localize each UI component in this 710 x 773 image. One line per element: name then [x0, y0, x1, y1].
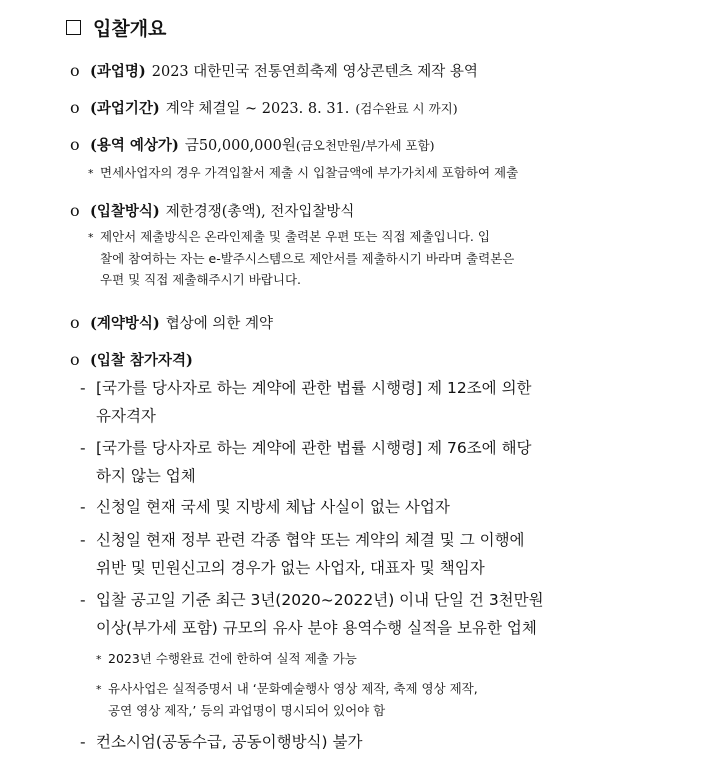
item-small-text: (금오천만원/부가세 포함)	[295, 138, 435, 153]
checkbox-square-icon	[66, 20, 81, 35]
qualification-line: 이상(부가세 포함) 규모의 유사 분야 용역수행 실적을 보유한 업체	[96, 619, 537, 637]
qualification-note	[96, 678, 478, 721]
bullet: o	[70, 350, 80, 369]
qualification-line: 입찰 공고일 기준 최근 3년(2020~2022년) 이내 단일 건 3천만원	[96, 591, 544, 609]
item-text: 2023 대한민국 전통연희축제 영상콘텐츠 제작 용역	[151, 64, 478, 80]
asterisk: *	[88, 167, 94, 180]
bullet: o	[70, 98, 80, 117]
item-label: (입찰 참가자격)	[90, 352, 193, 369]
qualification-line: 하지 않는 업체	[96, 467, 196, 485]
item-label: (계약방식)	[90, 315, 160, 332]
item-text: 계약 체결일 ~ 2023. 8. 31.	[165, 101, 350, 117]
item-small-text: (검수완료 시 까지)	[355, 101, 458, 116]
item-label: (용역 예상가)	[90, 137, 179, 154]
dash: -	[80, 733, 86, 751]
qualification-line: 유자격자	[96, 407, 156, 425]
qualification-item	[80, 434, 532, 490]
qualification-line: [국가를 당사자로 하는 계약에 관한 법률 시행령] 제 12조에 의한	[96, 379, 532, 397]
qualification-line: 신청일 현재 국세 및 지방세 체납 사실이 없는 사업자	[96, 498, 450, 516]
dash: -	[80, 591, 86, 609]
item-bid-method	[70, 200, 354, 221]
asterisk: *	[88, 231, 94, 244]
qualification-item	[80, 728, 362, 756]
item-label: (과업기간)	[90, 100, 160, 117]
method-note	[88, 226, 514, 290]
dash: -	[80, 379, 86, 397]
bullet: o	[70, 201, 80, 220]
qualification-item	[80, 526, 525, 582]
qualification-line: [국가를 당사자로 하는 계약에 관한 법률 시행령] 제 76조에 해당	[96, 439, 532, 457]
asterisk: *	[96, 683, 102, 696]
item-expected-price	[70, 134, 435, 155]
method-note-line: 제안서 제출방식은 온라인제출 및 출력본 우편 또는 직접 제출입니다. 입	[100, 229, 490, 244]
qualification-item	[80, 374, 532, 430]
qualification-note-line: 유사사업은 실적증명서 내 ‘문화예술행사 영상 제작, 축제 영상 제작,	[108, 681, 478, 696]
item-text: 협상에 의한 계약	[165, 316, 274, 332]
section-title: 입찰개요	[93, 18, 167, 40]
dash: -	[80, 498, 86, 516]
item-label: (과업명)	[90, 63, 146, 80]
method-note-line: 우편 및 직접 제출해주시기 바랍니다.	[100, 272, 301, 287]
qualification-item	[80, 586, 544, 642]
item-text: 제한경쟁(총액), 전자입찰방식	[165, 204, 355, 220]
method-note-line: 찰에 참여하는 자는 e-발주시스템으로 제안서를 제출하시기 바라며 출력본은	[100, 251, 515, 266]
asterisk: *	[96, 653, 102, 666]
price-note	[88, 162, 518, 184]
qualification-note	[96, 648, 357, 670]
item-text: 금50,000,000원	[184, 138, 296, 154]
qualification-note-line: 공연 영상 제작,’ 등의 과업명이 명시되어 있어야 함	[108, 703, 386, 718]
qualification-line: 신청일 현재 정부 관련 각종 협약 또는 계약의 체결 및 그 이행에	[96, 531, 525, 549]
bullet: o	[70, 313, 80, 332]
item-project-period	[70, 97, 458, 118]
item-qualifications	[70, 349, 199, 370]
item-project-name	[70, 60, 478, 81]
qualification-item	[80, 493, 450, 521]
item-contract-method	[70, 312, 273, 333]
item-label: (입찰방식)	[90, 203, 160, 220]
section-heading	[66, 14, 166, 41]
qualification-line: 컨소시엄(공동수급, 공동이행방식) 불가	[96, 733, 363, 751]
dash: -	[80, 531, 86, 549]
price-note-text: 면세사업자의 경우 가격입찰서 제출 시 입찰금액에 부가가치세 포함하여 제출	[100, 165, 519, 180]
qualification-note-text: 2023년 수행완료 건에 한하여 실적 제출 가능	[108, 651, 357, 666]
dash: -	[80, 439, 86, 457]
qualification-line: 위반 및 민원신고의 경우가 없는 사업자, 대표자 및 책임자	[96, 559, 485, 577]
bullet: o	[70, 61, 80, 80]
bullet: o	[70, 135, 80, 154]
